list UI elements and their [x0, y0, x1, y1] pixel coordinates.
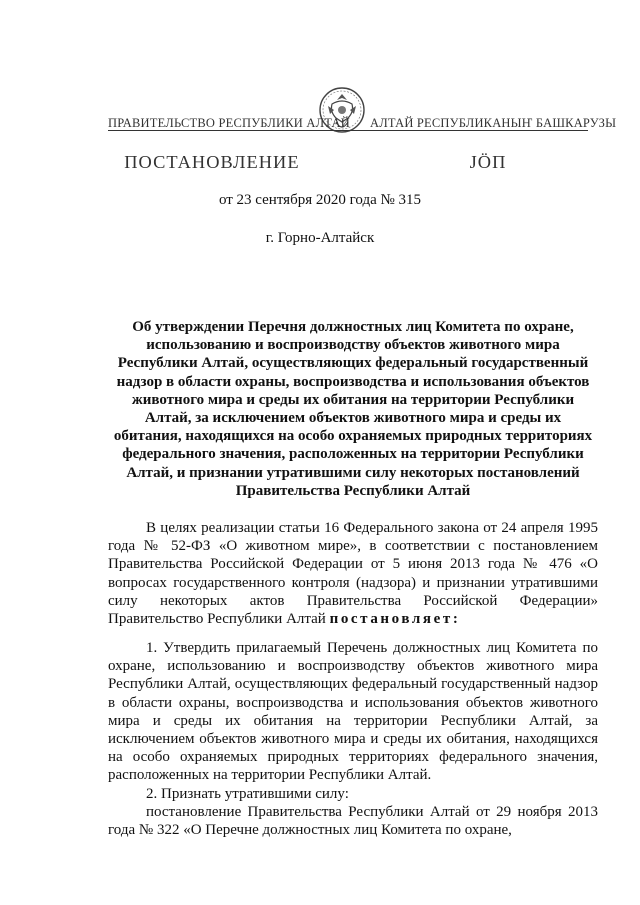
preamble-text: В целях реализации статьи 16 Федерального закона от 24 апреля 1995 года № 52-ФЗ «О животном мире», в соответствии с постановлением Правительства Российской Федерации от 5 июня 2013 года № 476 «О вопросах государственного контроля (надзора) и признании утратившими силу некоторых актов Правительства Российской Федерации» Правительство Республики Алтай: [108, 520, 598, 628]
preamble: [108, 519, 598, 628]
document-date: от 23 сентября 2020 года № 315: [218, 192, 422, 208]
header-divider: [108, 130, 588, 131]
resolution-verb: постановляет:: [329, 611, 461, 628]
item-1: 1. Утвердить прилагаемый Перечень должностных лиц Комитета по охране, использованию и воспроизводству объектов животного мира Республики Алтай, осуществляющих федеральный государственный надзор в области охраны, воспроизводства и использования объектов животного мира и среды их обитания на территории Республики Алтай, за исключением объектов животного мира и среды их обитания, находящихся на особо охраняемых природных территориях федерального значения, расположенных на территории Республики Алтай.: [108, 640, 598, 784]
resolution-items: [108, 639, 598, 839]
document-type-russian: ПОСТАНОВЛЕНИЕ: [124, 152, 300, 172]
government-name-altai: АЛТАЙ РЕСПУБЛИКАНЫҤ БАШКАРУЗЫ: [370, 116, 617, 130]
document-title: Об утверждении Перечня должностных лиц Комитета по охране, использованию и воспроизводству объектов животного мира Республики Алтай, осуществляющих федеральный государственный надзор в области охраны, воспроизводства и использования объектов животного мира и среды их обитания на территории Республики Алтай, за исключением объектов животного мира и среды их обитания, находящихся на особо охраняемых природных территориях федерального значения, расположенных на территории Республики Алтай, и признании утратившими силу некоторых постановлений Правительства Республики Алтай: [113, 319, 593, 499]
document-city: г. Горно-Алтайск: [265, 230, 375, 246]
item-2: 2. Признать утратившими силу:: [146, 785, 349, 802]
document-type-altai: ЈÖП: [469, 152, 507, 172]
preamble-paragraph: [108, 519, 598, 628]
item-2-text: постановление Правительства Республики Алтай от 29 ноября 2013 года № 322 «О Перечне должностных лиц Комитета по охране,: [108, 803, 598, 839]
government-name-russian: ПРАВИТЕЛЬСТВО РЕСПУБЛИКИ АЛТАЙ: [108, 116, 350, 130]
